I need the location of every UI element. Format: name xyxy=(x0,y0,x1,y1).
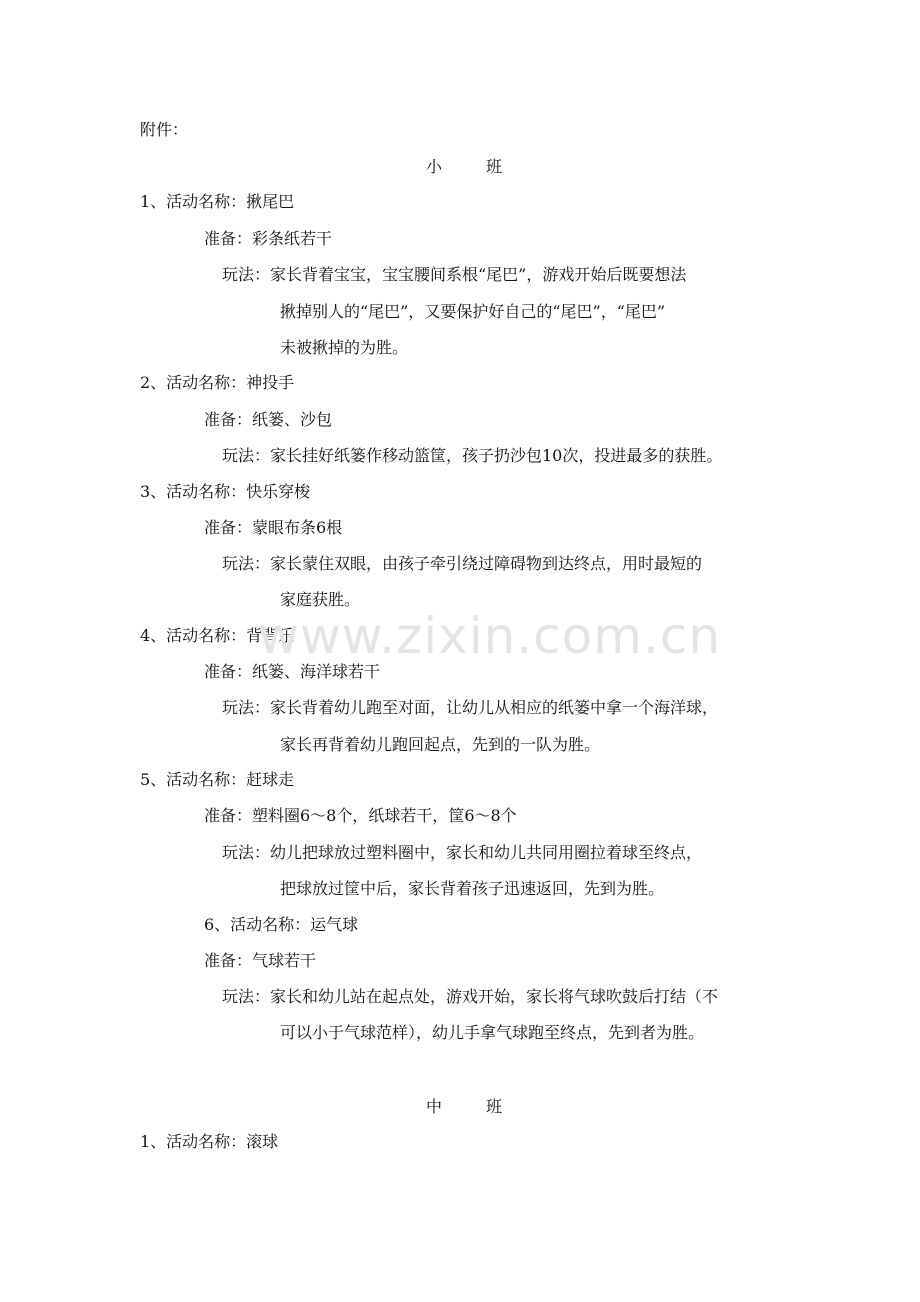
activity-play-line: 未被揪掉的为胜。 xyxy=(280,338,409,357)
activity-name: 6、活动名称：运气球 xyxy=(204,915,359,934)
activity-play-line: 家长再背着幼儿跑回起点，先到的一队为胜。 xyxy=(280,735,601,754)
section-title-middle-char-1: 中 xyxy=(426,1097,443,1116)
activity-prep: 准备：彩条纸若干 xyxy=(204,229,333,248)
activity-prep: 准备：纸篓、海洋球若干 xyxy=(204,662,381,681)
section-title-middle-char-2: 班 xyxy=(486,1097,503,1116)
activity-name: 2、活动名称：神投手 xyxy=(140,373,295,392)
activity-play-line: 家庭获胜。 xyxy=(280,590,361,609)
section-title-small-char-1: 小 xyxy=(426,157,443,176)
activity-play-line: 玩法：家长背着宝宝，宝宝腰间系根“尾巴”，游戏开始后既要想法 xyxy=(222,265,687,284)
activity-play-line: 玩法：家长和幼儿站在起点处，游戏开始，家长将气球吹鼓后打结（不 xyxy=(222,987,719,1006)
activity-play-line: 揪掉别人的“尾巴”，又要保护好自己的“尾巴”，“尾巴” xyxy=(280,302,666,321)
activity-name: 3、活动名称：快乐穿梭 xyxy=(140,482,311,501)
activity-play-line: 玩法：家长挂好纸篓作移动篮筐，孩子扔沙包10次，投进最多的获胜。 xyxy=(222,446,723,465)
activity-name: 1、活动名称：揪尾巴 xyxy=(140,192,295,211)
activity-prep: 准备：蒙眼布条6根 xyxy=(204,518,343,537)
section-title-small-class xyxy=(426,157,502,177)
activity-play-line: 可以小于气球范样），幼儿手拿气球跑至终点，先到者为胜。 xyxy=(280,1023,705,1042)
activity-name: 5、活动名称：赶球走 xyxy=(140,770,295,789)
activity-play-line: 玩法：家长背着幼儿跑至对面，让幼儿从相应的纸篓中拿一个海洋球， xyxy=(222,698,719,717)
activity-prep: 准备：气球若干 xyxy=(204,951,317,970)
section-title-small-char-2: 班 xyxy=(486,157,503,176)
section-title-middle-class xyxy=(426,1097,502,1117)
activity-prep: 准备：塑料圈6～8个，纸球若干，筐6～8个 xyxy=(204,806,517,825)
attachment-label: 附件： xyxy=(140,120,189,139)
activity-play-line: 把球放过筐中后，家长背着孩子迅速返回，先到为胜。 xyxy=(280,879,665,898)
activity-prep: 准备：纸篓、沙包 xyxy=(204,410,333,429)
activity-name: 1、活动名称：滚球 xyxy=(140,1132,279,1151)
activity-play-line: 玩法：家长蒙住双眼，由孩子牵引绕过障碍物到达终点，用时最短的 xyxy=(222,554,703,573)
activity-name: 4、活动名称：背背乐 xyxy=(140,626,295,645)
activity-play-line: 玩法：幼儿把球放过塑料圈中，家长和幼儿共同用圈拉着球至终点， xyxy=(222,843,703,862)
watermark: www.zixin.com.cn xyxy=(258,607,722,665)
